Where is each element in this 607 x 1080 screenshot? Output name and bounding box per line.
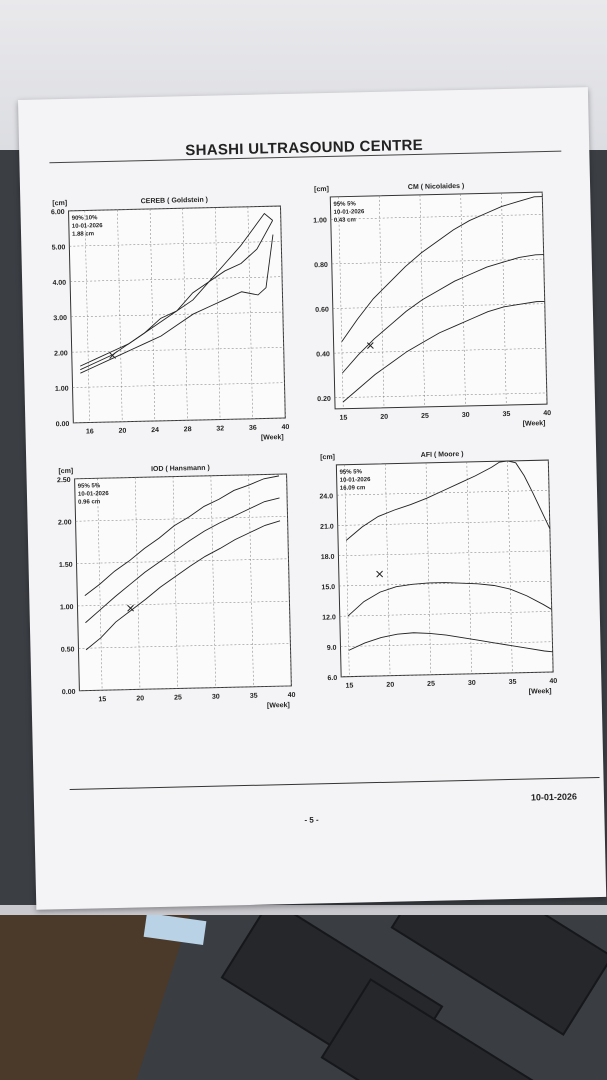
x-axis-label: [Week] [528, 688, 552, 696]
chart-title: IOD ( Hansmann ) [150, 464, 210, 474]
y-tick-label: 0.80 [314, 261, 328, 270]
y-tick-label: 18.0 [320, 553, 335, 562]
legend-entry: 0.96 cm [78, 499, 101, 506]
x-axis-label: [Week] [266, 701, 290, 710]
desk-background [0, 915, 607, 1080]
page-number: - 5 - [304, 815, 319, 825]
x-tick-label: 28 [183, 426, 192, 434]
y-tick-label: 9.0 [326, 644, 337, 652]
y-tick-label: 1.00 [54, 385, 69, 393]
y-tick-label: 1.00 [59, 604, 74, 612]
y-tick-label: 3.00 [53, 314, 68, 323]
y-tick-label: 6.0 [327, 674, 338, 683]
y-tick-label: 0.50 [60, 646, 75, 654]
legend-entry: 10-01-2026 [71, 223, 103, 230]
x-tick-label: 16 [85, 428, 94, 436]
y-tick-label: 15.0 [321, 584, 336, 592]
afi-chart [294, 437, 580, 703]
unit-label: [cm] [58, 467, 74, 476]
y-tick-label: 0.20 [317, 395, 331, 404]
x-tick-label: 25 [427, 680, 436, 688]
x-tick-label: 25 [420, 412, 429, 420]
cereb-chart [26, 184, 302, 450]
x-tick-label: 40 [549, 677, 558, 686]
y-tick-label: 0.40 [316, 351, 330, 359]
x-tick-label: 32 [216, 425, 225, 433]
plot-area [75, 474, 292, 691]
chart-title: AFI ( Moore ) [420, 450, 464, 459]
x-tick-label: 15 [345, 682, 354, 690]
y-tick-label: 4.00 [52, 279, 67, 287]
y-tick-label: 2.00 [57, 519, 72, 527]
legend-entry: 10-01-2026 [339, 477, 371, 484]
legend-entry: 0.43 cm [333, 217, 356, 224]
cm-chart [288, 170, 574, 436]
x-tick-label: 25 [174, 694, 183, 702]
x-tick-label: 30 [211, 693, 220, 701]
legend-entry: 90% 10% [71, 215, 98, 222]
x-tick-label: 30 [467, 679, 476, 687]
y-tick-label: 5.00 [51, 244, 66, 252]
y-tick-label: 2.50 [56, 476, 71, 485]
legend-entry: 95% 5% [77, 483, 101, 490]
x-tick-label: 35 [502, 410, 511, 419]
legend-entry: 10-01-2026 [77, 491, 109, 498]
y-tick-label: 6.00 [50, 208, 65, 217]
x-tick-label: 40 [281, 423, 290, 432]
chart-title: CM ( Nicolaides ) [407, 182, 465, 192]
chart-title: CEREB ( Goldstein ) [140, 196, 209, 206]
x-tick-label: 15 [98, 696, 107, 704]
unit-label: [cm] [314, 185, 329, 194]
x-tick-label: 35 [249, 692, 258, 700]
x-tick-label: 24 [151, 426, 160, 435]
y-tick-label: 12.0 [322, 614, 336, 622]
x-tick-label: 35 [508, 678, 517, 687]
y-tick-label: 0.60 [315, 306, 329, 314]
plot-area [330, 192, 547, 409]
x-tick-label: 20 [386, 681, 395, 689]
y-tick-label: 2.00 [54, 350, 68, 358]
iod-chart [32, 452, 308, 718]
x-tick-label: 36 [248, 424, 257, 432]
x-tick-label: 40 [287, 691, 296, 700]
report-page [18, 87, 606, 910]
y-tick-label: 0.00 [61, 688, 76, 697]
unit-label: [cm] [52, 199, 68, 208]
legend-entry: 1.88 cm [72, 231, 95, 238]
footer-divider [70, 777, 600, 790]
legend-entry: 16.09 cm [339, 485, 366, 492]
x-tick-label: 20 [136, 695, 145, 703]
x-tick-label: 30 [461, 411, 470, 420]
legend-entry: 95% 5% [339, 469, 362, 476]
y-tick-label: 1.00 [313, 217, 327, 225]
y-tick-label: 1.50 [58, 561, 73, 569]
y-tick-label: 21.0 [320, 523, 334, 531]
x-tick-label: 15 [339, 414, 348, 422]
legend-entry: 95% 5% [333, 201, 356, 208]
x-tick-label: 20 [118, 427, 127, 435]
y-tick-label: 24.0 [319, 493, 334, 501]
wood-surface [0, 915, 190, 1080]
footer-date: 10-01-2026 [530, 791, 578, 803]
x-tick-label: 40 [543, 409, 552, 418]
x-axis-label: [Week] [260, 434, 284, 442]
y-tick-label: 0.00 [55, 420, 70, 429]
unit-label: [cm] [320, 453, 336, 462]
page-title: SHASHI ULTRASOUND CENTRE [185, 136, 424, 160]
x-tick-label: 20 [380, 413, 389, 421]
legend-entry: 10-01-2026 [333, 209, 365, 216]
x-axis-label: [Week] [522, 420, 546, 428]
